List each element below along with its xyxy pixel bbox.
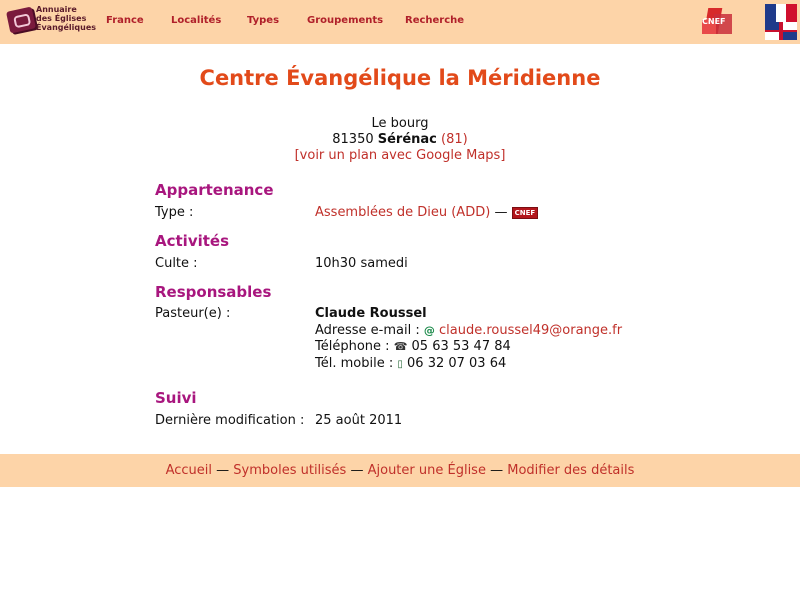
address-line: Le bourg — [371, 116, 429, 131]
cnef-badge-icon[interactable]: CNEF — [512, 207, 539, 219]
pasteur-label: Pasteur(e) : — [155, 306, 231, 321]
nav-france[interactable]: France — [106, 15, 144, 26]
phone-value: 05 63 53 47 84 — [411, 339, 511, 354]
culte-label: Culte : — [155, 256, 198, 271]
type-separator: — — [494, 205, 508, 220]
section-heading-suivi: Suivi — [155, 389, 197, 407]
cnef-logo-text: CNEF — [702, 17, 726, 26]
logo-text: Annuaire des Églises Évangéliques — [36, 5, 97, 32]
email-label: Adresse e-mail : — [315, 322, 420, 338]
google-maps-link[interactable]: [voir un plan avec Google Maps] — [294, 148, 506, 163]
footer-link-symboles[interactable]: Symboles utilisés — [233, 463, 347, 478]
footer-link-modifier[interactable]: Modifier des détails — [507, 463, 635, 478]
french-flag-icon[interactable] — [765, 4, 797, 22]
phone-label: Téléphone : — [315, 339, 390, 354]
section-heading-responsables: Responsables — [155, 283, 272, 301]
city-line — [0, 131, 800, 148]
department-link[interactable]: (81) — [441, 132, 468, 147]
nav-groupements[interactable]: Groupements — [307, 15, 384, 26]
section-heading-appartenance: Appartenance — [155, 181, 274, 199]
mobile-value: 06 32 07 03 64 — [407, 355, 507, 371]
footer-link-ajouter[interactable]: Ajouter une Église — [367, 463, 486, 478]
top-navigation-bar — [0, 0, 800, 44]
footer-bar — [0, 454, 800, 487]
pasteur-details — [315, 306, 622, 373]
mobile-label: Tél. mobile : — [315, 355, 394, 371]
modification-value: 25 août 2011 — [315, 413, 403, 428]
section-heading-activites: Activités — [155, 232, 230, 250]
type-link[interactable]: Assemblées de Dieu (ADD) — [315, 205, 491, 220]
nav-recherche[interactable]: Recherche — [405, 15, 465, 26]
footer-separator: — — [490, 463, 504, 478]
footer-separator: — — [350, 463, 364, 478]
type-value — [315, 205, 538, 222]
email-link[interactable]: claude.roussel49@orange.fr — [439, 322, 623, 338]
cnef-logo[interactable] — [700, 6, 734, 38]
phone-icon: ☎ — [393, 340, 408, 353]
mobile-phone-icon: ▯ — [397, 358, 403, 370]
email-icon: @ — [423, 323, 435, 337]
city-name: Sérénac — [377, 132, 437, 147]
type-label: Type : — [155, 205, 194, 220]
map-line — [0, 147, 800, 164]
english-flag-icon[interactable] — [765, 22, 797, 40]
nav-localites[interactable]: Localités — [171, 15, 222, 26]
site-logo[interactable] — [6, 5, 97, 39]
book-icon — [6, 7, 36, 34]
footer-link-accueil[interactable]: Accueil — [165, 463, 212, 478]
pasteur-name: Claude Roussel — [315, 306, 427, 321]
page-title: Centre Évangélique la Méridienne — [199, 66, 601, 90]
nav-types[interactable]: Types — [247, 15, 280, 26]
culte-value: 10h30 samedi — [315, 256, 408, 271]
language-switcher — [765, 4, 797, 40]
modification-label: Dernière modification : — [155, 413, 305, 428]
footer-separator: — — [216, 463, 230, 478]
postal-code: 81350 — [332, 132, 374, 147]
